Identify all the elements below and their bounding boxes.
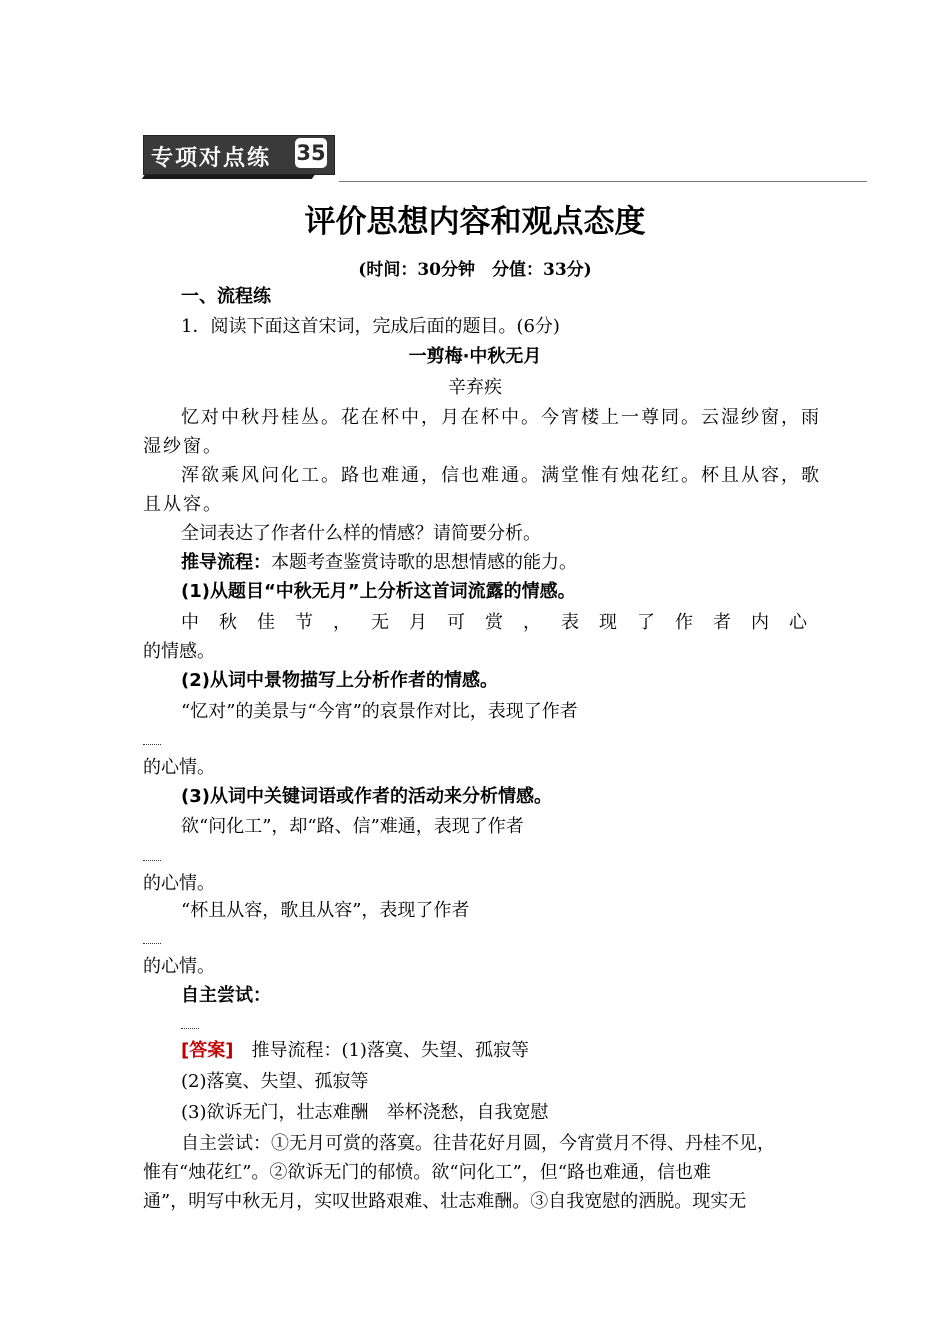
step-1-char: 节	[295, 612, 313, 633]
poem-line-2b: 且从容。	[143, 494, 223, 515]
page-title: 评价思想内容和观点态度	[304, 204, 646, 240]
answer-line-1	[181, 1040, 529, 1062]
poem-title: 一剪梅·中秋无月	[408, 346, 542, 367]
answer-label: [答案]	[181, 1040, 234, 1061]
step-1-char: 表	[561, 612, 579, 633]
step-3-tail-2: 的心情。	[143, 956, 215, 977]
banner-number: 35	[295, 138, 327, 168]
answer-para-2: 惟有“烛花红”。②欲诉无门的郁愤。欲“问化工”，但“路也难通，信也难	[143, 1162, 712, 1183]
step-1-char: 无	[371, 612, 389, 633]
step-2-tail: 的心情。	[143, 757, 215, 778]
answer-text: 推导流程：(1)落寞、失望、孤寂等	[251, 1040, 529, 1061]
step-3-tail-1: 的心情。	[143, 873, 215, 894]
process-intro	[181, 552, 577, 574]
step-1-char: ，	[523, 612, 541, 633]
answer-blank	[143, 744, 161, 745]
process-text: 本题考查鉴赏诗歌的思想情感的能力。	[271, 552, 577, 573]
question-1: 1．阅读下面这首宋词，完成后面的题目。(6分)	[181, 316, 560, 337]
time-score-info: (时间：30分钟 分值：33分)	[358, 260, 592, 280]
step-3-text-2: “杯且从容，歌且从容”，表现了作者	[181, 900, 470, 921]
step-1-char: 月	[409, 612, 427, 633]
poem-line-1b: 湿纱窗。	[143, 436, 223, 457]
step-1-char: 作	[675, 612, 693, 633]
answer-para-1: 自主尝试：①无月可赏的落寞。往昔花好月圆，今宵赏月不得、丹桂不见，	[181, 1133, 775, 1154]
answer-blank	[181, 1028, 199, 1029]
answer-para-3: 通”，明写中秋无月，实叹世路艰难、壮志难酬。③自我宽慰的洒脱。现实无	[143, 1191, 747, 1212]
step-1-char: 心	[789, 612, 807, 633]
step-1-char: 秋	[219, 612, 237, 633]
step-2-heading: (2)从词中景物描写上分析作者的情感。	[181, 670, 498, 691]
process-label: 推导流程：	[181, 552, 271, 573]
banner-label: 专项对点练	[151, 146, 272, 171]
step-1-char: 可	[447, 612, 465, 633]
answer-line-3: (3)欲诉无门，壮志难酬 举杯浇愁，自我宽慰	[181, 1102, 549, 1123]
section-banner	[143, 132, 339, 182]
poem-line-2a: 浑欲乘风问化工。路也难通，信也难通。满堂惟有烛花红。杯且从容，歌	[181, 465, 821, 486]
step-1-char: 了	[637, 612, 655, 633]
step-3-text-1: 欲“问化工”，却“路、信”难通，表现了作者	[181, 816, 524, 837]
step-3-heading: (3)从词中关键词语或作者的活动来分析情感。	[181, 786, 552, 807]
step-1-char: 内	[751, 612, 769, 633]
step-1-tail: 的情感。	[143, 641, 215, 662]
answer-blank	[143, 943, 161, 944]
analysis-question: 全词表达了作者什么样的情感？请简要分析。	[181, 523, 541, 544]
answer-line-2: (2)落寞、失望、孤寂等	[181, 1071, 369, 1092]
self-try-label: 自主尝试：	[181, 985, 271, 1006]
step-1-char: 佳	[257, 612, 275, 633]
step-1-text	[181, 612, 807, 634]
step-1-char: ，	[333, 612, 351, 633]
step-1-heading: (1)从题目“中秋无月”上分析这首词流露的情感。	[181, 581, 576, 602]
step-1-char: 现	[599, 612, 617, 633]
step-1-char: 中	[181, 612, 199, 633]
step-1-char: 赏	[485, 612, 503, 633]
poem-author: 辛弃疾	[448, 377, 502, 398]
poem-line-1a: 忆对中秋丹桂丛。花在杯中，月在杯中。今宵楼上一尊同。云湿纱窗，雨	[181, 407, 821, 428]
step-2-text: “忆对”的美景与“今宵”的哀景作对比，表现了作者	[181, 701, 578, 722]
step-1-char: 者	[713, 612, 731, 633]
header-rule	[339, 181, 867, 182]
answer-blank	[143, 860, 161, 861]
section-heading: 一、流程练	[181, 286, 271, 307]
